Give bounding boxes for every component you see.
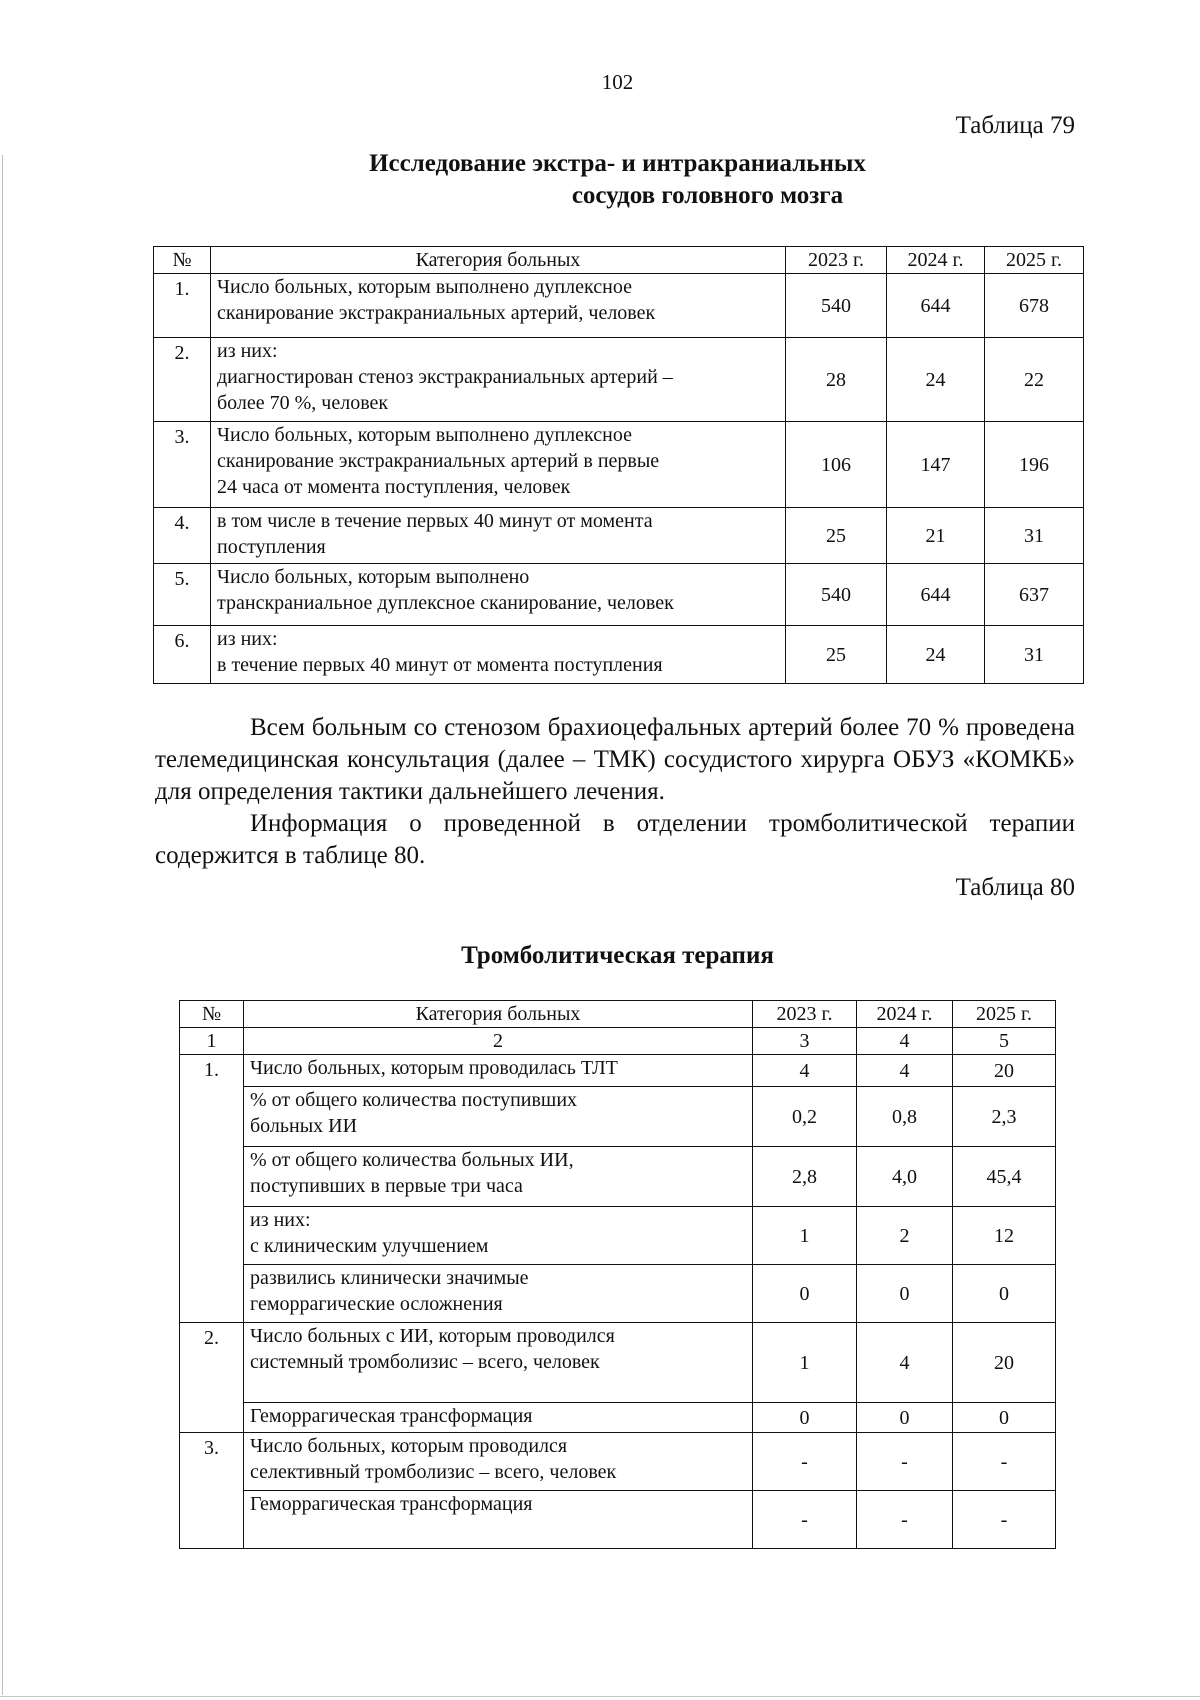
value-2024: 24 — [887, 626, 985, 684]
table-row — [180, 1491, 1056, 1549]
row-number: 2. — [180, 1323, 244, 1433]
table79-caption: Таблица 79 — [955, 112, 1075, 139]
header-2023: 2023 г. — [753, 1001, 857, 1028]
value-2023: 25 — [786, 508, 887, 564]
table-row — [180, 1403, 1056, 1433]
row-category: % от общего количества больных ИИ, поступивших в первые три часа — [244, 1147, 753, 1207]
table-row — [154, 274, 1084, 338]
row-number: 3. — [154, 422, 211, 508]
header-number: № — [180, 1001, 244, 1028]
table80-caption: Таблица 80 — [955, 874, 1075, 901]
value-2023: 1 — [753, 1207, 857, 1265]
index-cell: 4 — [857, 1028, 953, 1055]
header-2024: 2024 г. — [857, 1001, 953, 1028]
value-2024: 0 — [857, 1403, 953, 1433]
value-2024: 0,8 — [857, 1087, 953, 1147]
table-row — [154, 422, 1084, 508]
paragraph-tmk — [155, 712, 1075, 808]
table-row — [154, 564, 1084, 626]
value-2025: 12 — [953, 1207, 1056, 1265]
value-2024: 644 — [887, 274, 985, 338]
value-2025: 2,3 — [953, 1087, 1056, 1147]
value-2025: - — [953, 1433, 1056, 1491]
row-category: Геморрагическая трансформация — [244, 1403, 753, 1433]
row-number: 6. — [154, 626, 211, 684]
header-2025: 2025 г. — [953, 1001, 1056, 1028]
value-2024: 24 — [887, 338, 985, 422]
header-category: Категория больных — [211, 247, 786, 274]
table-row — [154, 508, 1084, 564]
row-number: 1. — [154, 274, 211, 338]
value-2023: 28 — [786, 338, 887, 422]
table-row — [154, 626, 1084, 684]
value-2023: 0 — [753, 1265, 857, 1323]
table-row — [180, 1265, 1056, 1323]
table-row — [180, 1147, 1056, 1207]
value-2023: 1 — [753, 1323, 857, 1403]
table79 — [153, 246, 1084, 684]
header-2023: 2023 г. — [786, 247, 887, 274]
table79-header-row — [154, 247, 1084, 274]
index-cell: 2 — [244, 1028, 753, 1055]
table-row — [180, 1055, 1056, 1087]
paragraph-info-text: Информация о проведенной в отделении тромболитической терапии содержится в таблице 80. — [155, 810, 1075, 869]
row-number: 1. — [180, 1055, 244, 1323]
value-2024: 4,0 — [857, 1147, 953, 1207]
scan-edge-line — [2, 155, 3, 1695]
value-2023: 540 — [786, 274, 887, 338]
value-2024: 0 — [857, 1265, 953, 1323]
value-2023: 4 — [753, 1055, 857, 1087]
row-category: в том числе в течение первых 40 минут от момента поступления — [211, 508, 786, 564]
row-category: Число больных, которым проводился селективный тромболизис – всего, человек — [244, 1433, 753, 1491]
index-cell: 3 — [753, 1028, 857, 1055]
scan-bottom-line — [0, 1696, 1200, 1697]
value-2023: 25 — [786, 626, 887, 684]
row-category: % от общего количества поступивших больных ИИ — [244, 1087, 753, 1147]
row-category: Геморрагическая трансформация — [244, 1491, 753, 1549]
table80 — [179, 1000, 1056, 1549]
header-category: Категория больных — [244, 1001, 753, 1028]
value-2025: 31 — [985, 626, 1084, 684]
row-category: развились клинически значимые геморрагические осложнения — [244, 1265, 753, 1323]
row-number: 3. — [180, 1433, 244, 1549]
value-2025: 31 — [985, 508, 1084, 564]
value-2024: 147 — [887, 422, 985, 508]
page-number: 102 — [601, 70, 634, 94]
row-category: Число больных, которым выполнено дуплексное сканирование экстракраниальных артерий, человек — [211, 274, 786, 338]
table-row — [180, 1207, 1056, 1265]
table79-title — [0, 148, 1200, 212]
value-2024: 2 — [857, 1207, 953, 1265]
paragraph-tmk-text: Всем больным со стенозом брахиоцефальных артерий более 70 % проведена телемедицинская консультация (далее – ТМК) сосудистого хирурга ОБУЗ «КОМКБ» для определения тактики дальнейшего лечения. — [155, 714, 1075, 805]
table79-title-line2: сосудов головного мозга — [571, 182, 844, 209]
index-cell: 5 — [953, 1028, 1056, 1055]
value-2024: - — [857, 1491, 953, 1549]
row-category: Число больных, которым проводилась ТЛТ — [244, 1055, 753, 1087]
value-2025: 0 — [953, 1265, 1056, 1323]
value-2025: 20 — [953, 1323, 1056, 1403]
row-number: 2. — [154, 338, 211, 422]
row-number: 4. — [154, 508, 211, 564]
value-2024: 644 — [887, 564, 985, 626]
value-2024: 4 — [857, 1055, 953, 1087]
value-2023: 2,8 — [753, 1147, 857, 1207]
value-2025: 20 — [953, 1055, 1056, 1087]
value-2025: - — [953, 1491, 1056, 1549]
value-2023: - — [753, 1433, 857, 1491]
value-2023: 540 — [786, 564, 887, 626]
value-2024: - — [857, 1433, 953, 1491]
table-row — [180, 1323, 1056, 1403]
row-category: Число больных, которым выполнено транскраниальное дуплексное сканирование, человек — [211, 564, 786, 626]
value-2023: - — [753, 1491, 857, 1549]
row-number: 5. — [154, 564, 211, 626]
value-2025: 637 — [985, 564, 1084, 626]
value-2025: 45,4 — [953, 1147, 1056, 1207]
row-category: из них: с клиническим улучшением — [244, 1207, 753, 1265]
table79-title-line1: Исследование экстра- и интракраниальных — [369, 150, 866, 177]
index-cell: 1 — [180, 1028, 244, 1055]
table-row — [180, 1433, 1056, 1491]
row-category: Число больных с ИИ, которым проводился системный тромболизис – всего, человек — [244, 1323, 753, 1403]
value-2023: 0,2 — [753, 1087, 857, 1147]
row-category: Число больных, которым выполнено дуплексное сканирование экстракраниальных артерий в первые 24 часа от момента поступления, человек — [211, 422, 786, 508]
table-row — [180, 1087, 1056, 1147]
value-2023: 106 — [786, 422, 887, 508]
value-2024: 4 — [857, 1323, 953, 1403]
value-2023: 0 — [753, 1403, 857, 1433]
header-2025: 2025 г. — [985, 247, 1084, 274]
value-2024: 21 — [887, 508, 985, 564]
value-2025: 0 — [953, 1403, 1056, 1433]
value-2025: 196 — [985, 422, 1084, 508]
table-row — [154, 338, 1084, 422]
row-category: из них: в течение первых 40 минут от момента поступления — [211, 626, 786, 684]
table80-index-row — [180, 1028, 1056, 1055]
table80-title: Тромболитическая терапия — [461, 942, 774, 969]
row-category: из них: диагностирован стеноз экстракраниальных артерий – более 70 %, человек — [211, 338, 786, 422]
header-number: № — [154, 247, 211, 274]
header-2024: 2024 г. — [887, 247, 985, 274]
table80-header-row — [180, 1001, 1056, 1028]
paragraph-info — [155, 808, 1075, 872]
value-2025: 678 — [985, 274, 1084, 338]
value-2025: 22 — [985, 338, 1084, 422]
